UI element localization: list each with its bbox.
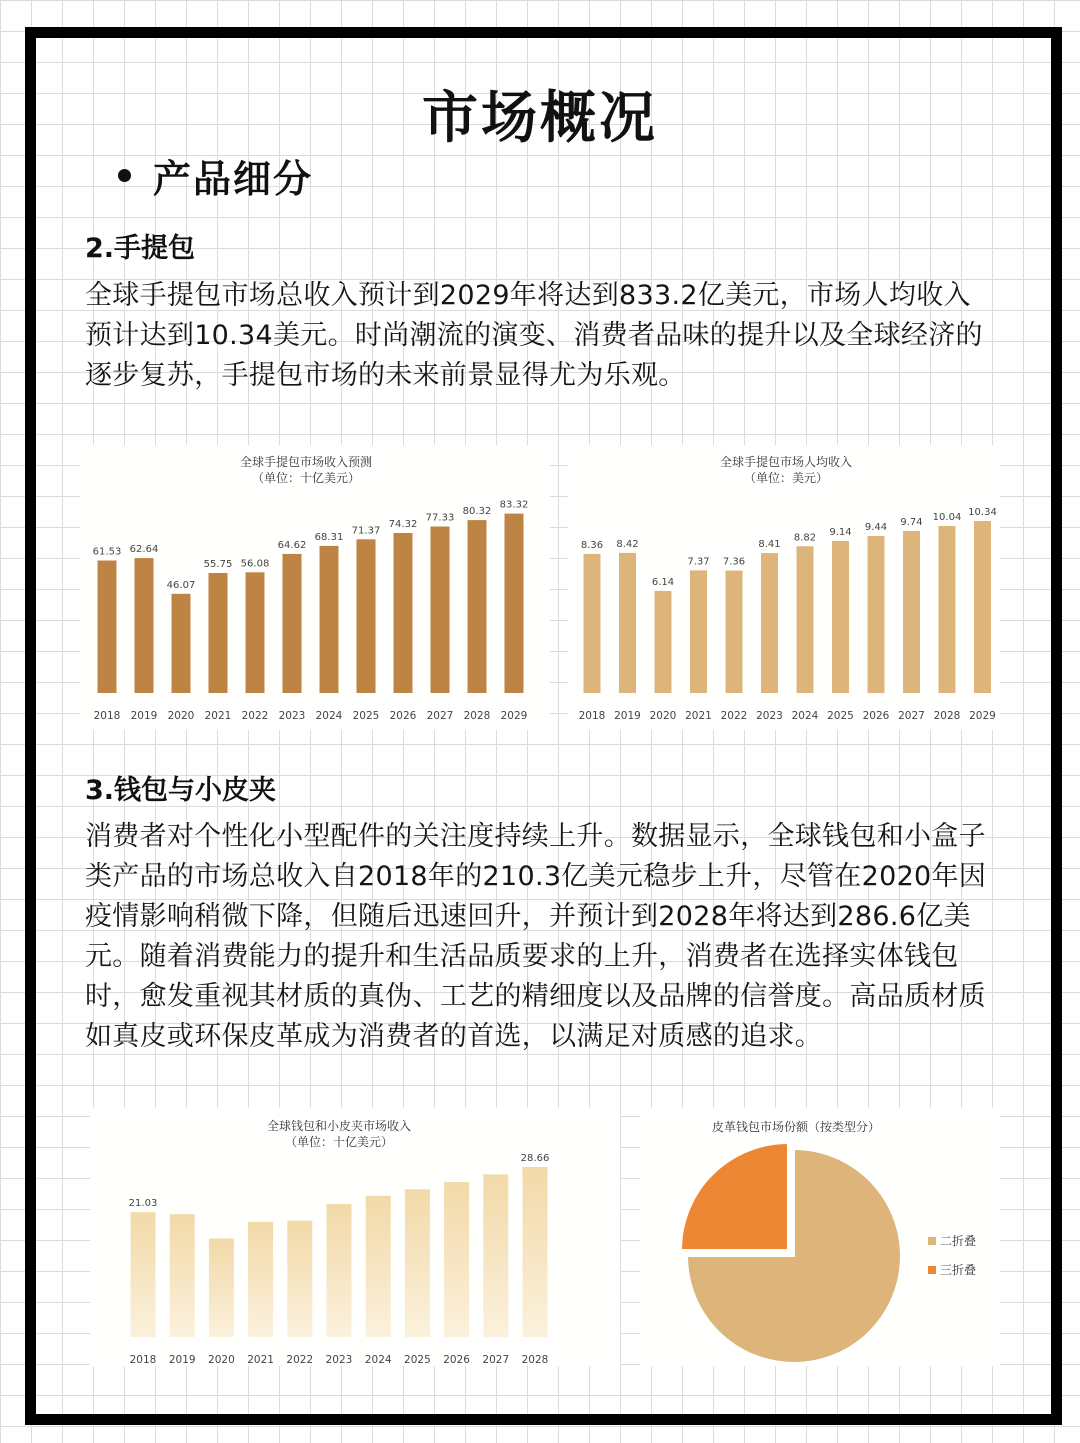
x-tick-2024: 2024: [364, 1354, 392, 1366]
x-tick-2021: 2021: [204, 710, 232, 722]
bar-2028: [468, 520, 487, 693]
x-tick-2018: 2018: [129, 1354, 157, 1366]
x-tick-2028: 2028: [933, 710, 961, 722]
data-label-2024: 68.31: [314, 531, 344, 543]
handbag-per-capita-svg: [568, 445, 1000, 730]
data-label-2025: 9.14: [829, 526, 852, 538]
bar-2024: [797, 546, 814, 693]
x-tick-2020: 2020: [208, 1354, 235, 1366]
data-label-2026: 9.44: [864, 522, 888, 533]
bar-2020: [209, 1239, 234, 1338]
bar-2019: [135, 558, 154, 693]
data-label-2027: 77.33: [425, 512, 455, 524]
data-label-2021: 7.37: [687, 556, 710, 568]
legend-item-bifold: [928, 1232, 976, 1249]
x-tick-2024: 2024: [791, 710, 819, 722]
x-tick-2020: 2020: [167, 710, 195, 722]
x-tick-2018: 2018: [578, 710, 606, 722]
x-tick-2025: 2025: [352, 710, 380, 722]
data-label-2028: 10.04: [932, 512, 962, 523]
wallet-heading: 3.钱包与小皮夹: [85, 775, 277, 806]
section-bullet: [118, 148, 313, 203]
x-tick-2023: 2023: [325, 1354, 353, 1366]
data-label-2023: 64.62: [277, 539, 307, 551]
pie-legend: [928, 1232, 976, 1290]
bar-2028: [939, 526, 956, 693]
data-label-2029: 10.34: [968, 507, 997, 518]
x-tick-2026: 2026: [389, 710, 417, 722]
x-tick-2028: 2028: [521, 1354, 549, 1366]
bar-2022: [726, 571, 743, 693]
x-tick-2023: 2023: [278, 710, 306, 722]
bar-2023: [283, 554, 302, 693]
bar-2027: [903, 531, 920, 693]
data-label-2024: 8.82: [793, 532, 817, 544]
bar-2024: [366, 1196, 391, 1337]
bar-2019: [170, 1214, 195, 1337]
x-tick-2024: 2024: [315, 710, 343, 722]
bar-2029: [505, 514, 524, 693]
x-tick-2021: 2021: [685, 710, 712, 722]
x-tick-2018: 2018: [93, 710, 121, 722]
data-label-2018: 21.03: [128, 1198, 158, 1210]
x-tick-2019: 2019: [614, 710, 641, 722]
chart-title: 全球钱包和小皮夹市场收入: [266, 1119, 412, 1133]
bar-2027: [483, 1174, 508, 1337]
wallet-paragraph: 消费者对个性化小型配件的关注度持续上升。数据显示，全球钱包和小盒子类产品的市场总收入自2018年的210.3亿美元稳步上升，尽管在2020年因疫情影响稍微下降，但随后迅速回升，并预计到2028年将达到286.6亿美元。随着消费能力的提升和生活品质要求的上升，消费者在选择实体钱包时，愈发重视其材质的真伪、工艺的精细度以及品牌的信誉度。高品质材质如真皮或环保皮革成为消费者的首选，以满足对质感的追求。: [85, 821, 987, 1052]
bar-2027: [431, 527, 450, 694]
data-label-2028: 80.32: [462, 506, 492, 518]
x-tick-2019: 2019: [168, 1354, 196, 1366]
data-label-2020: 46.07: [166, 579, 196, 591]
bar-2018: [98, 561, 117, 694]
x-tick-2020: 2020: [649, 710, 677, 722]
bar-2021: [248, 1222, 273, 1337]
handbag-paragraph: 全球手提包市场总收入预计到2029年将达到833.2亿美元，市场人均收入预计达到10.34美元。时尚潮流的演变、消费者品味的提升以及全球经济的逐步复苏，手提包市场的未来前景显得尤为乐观。: [85, 280, 983, 391]
handbag-heading: 2.手提包: [85, 233, 196, 264]
x-tick-2019: 2019: [130, 710, 158, 722]
bar-2029: [974, 521, 991, 693]
x-tick-2027: 2027: [898, 710, 925, 722]
handbag-revenue-svg: [80, 445, 550, 730]
legend-swatch: [928, 1266, 936, 1274]
data-label-2018: 8.36: [580, 539, 604, 551]
x-tick-2022: 2022: [286, 1354, 314, 1366]
data-label-2027: 9.74: [900, 517, 923, 528]
x-tick-2025: 2025: [827, 710, 854, 722]
data-label-2029: 83.32: [499, 499, 529, 511]
wallet-revenue-svg: [90, 1108, 620, 1366]
x-tick-2028: 2028: [463, 710, 491, 722]
chart-title: 全球手提包市场收入预测: [239, 455, 373, 469]
x-tick-2026: 2026: [862, 710, 890, 722]
bar-2023: [761, 553, 778, 693]
x-tick-2029: 2029: [500, 710, 528, 722]
legend-label: 三折叠: [940, 1263, 977, 1277]
x-tick-2027: 2027: [426, 710, 454, 722]
handbag-revenue-chart: [80, 445, 550, 730]
chart-subtitle: （单位：十亿美元）: [251, 471, 361, 485]
bar-2023: [327, 1204, 352, 1337]
bar-2019: [619, 553, 636, 693]
bar-2025: [405, 1189, 430, 1337]
data-label-2022: 56.08: [240, 558, 270, 570]
bar-2020: [172, 594, 191, 693]
data-label-2028: 28.66: [520, 1153, 550, 1164]
bar-2018: [584, 554, 601, 693]
x-tick-2026: 2026: [443, 1354, 470, 1366]
x-tick-2022: 2022: [241, 710, 269, 722]
bar-2018: [131, 1212, 156, 1337]
bar-2026: [394, 533, 413, 693]
data-label-2021: 55.75: [203, 559, 233, 570]
x-tick-2022: 2022: [720, 710, 748, 722]
x-tick-2021: 2021: [247, 1354, 274, 1366]
x-tick-2025: 2025: [404, 1354, 431, 1366]
x-tick-2027: 2027: [482, 1354, 510, 1366]
data-label-2020: 6.14: [651, 576, 675, 588]
wallet-revenue-chart: [90, 1108, 620, 1366]
bar-2025: [357, 539, 376, 693]
chart-subtitle: （单位：美元）: [743, 471, 829, 485]
bar-2022: [246, 572, 265, 693]
data-label-2026: 74.32: [388, 519, 418, 530]
legend-item-trifold: [928, 1261, 976, 1278]
legend-label: 二折叠: [940, 1234, 977, 1248]
data-label-2023: 8.41: [758, 539, 781, 551]
bar-2024: [320, 546, 339, 693]
bar-2026: [444, 1182, 469, 1337]
chart-title: 全球手提包市场人均收入: [719, 455, 853, 469]
x-tick-2023: 2023: [756, 710, 783, 722]
bar-2022: [287, 1221, 312, 1337]
bullet-dot-icon: [118, 169, 131, 182]
data-label-2019: 62.64: [129, 544, 159, 556]
bar-2026: [868, 536, 885, 693]
data-label-2025: 71.37: [351, 525, 381, 537]
page-title: 市场概况: [422, 86, 658, 151]
handbag-per-capita-chart: [568, 445, 1000, 730]
bullet-label: 产品细分: [153, 157, 314, 201]
chart-title: 皮革钱包市场份额（按类型分）: [711, 1120, 881, 1134]
wallet-share-pie-chart: [640, 1108, 1000, 1366]
data-label-2018: 61.53: [92, 546, 122, 558]
bar-2021: [209, 573, 228, 693]
data-label-2019: 8.42: [616, 538, 639, 550]
bar-2020: [655, 591, 672, 693]
bar-2025: [832, 541, 849, 693]
bar-2028: [523, 1167, 548, 1337]
x-tick-2029: 2029: [969, 710, 996, 722]
chart-subtitle: （单位：十亿美元）: [284, 1135, 394, 1149]
legend-swatch: [928, 1237, 936, 1245]
pie-slice-trifold: [681, 1143, 788, 1250]
bar-2021: [690, 570, 707, 693]
data-label-2022: 7.36: [722, 556, 746, 568]
